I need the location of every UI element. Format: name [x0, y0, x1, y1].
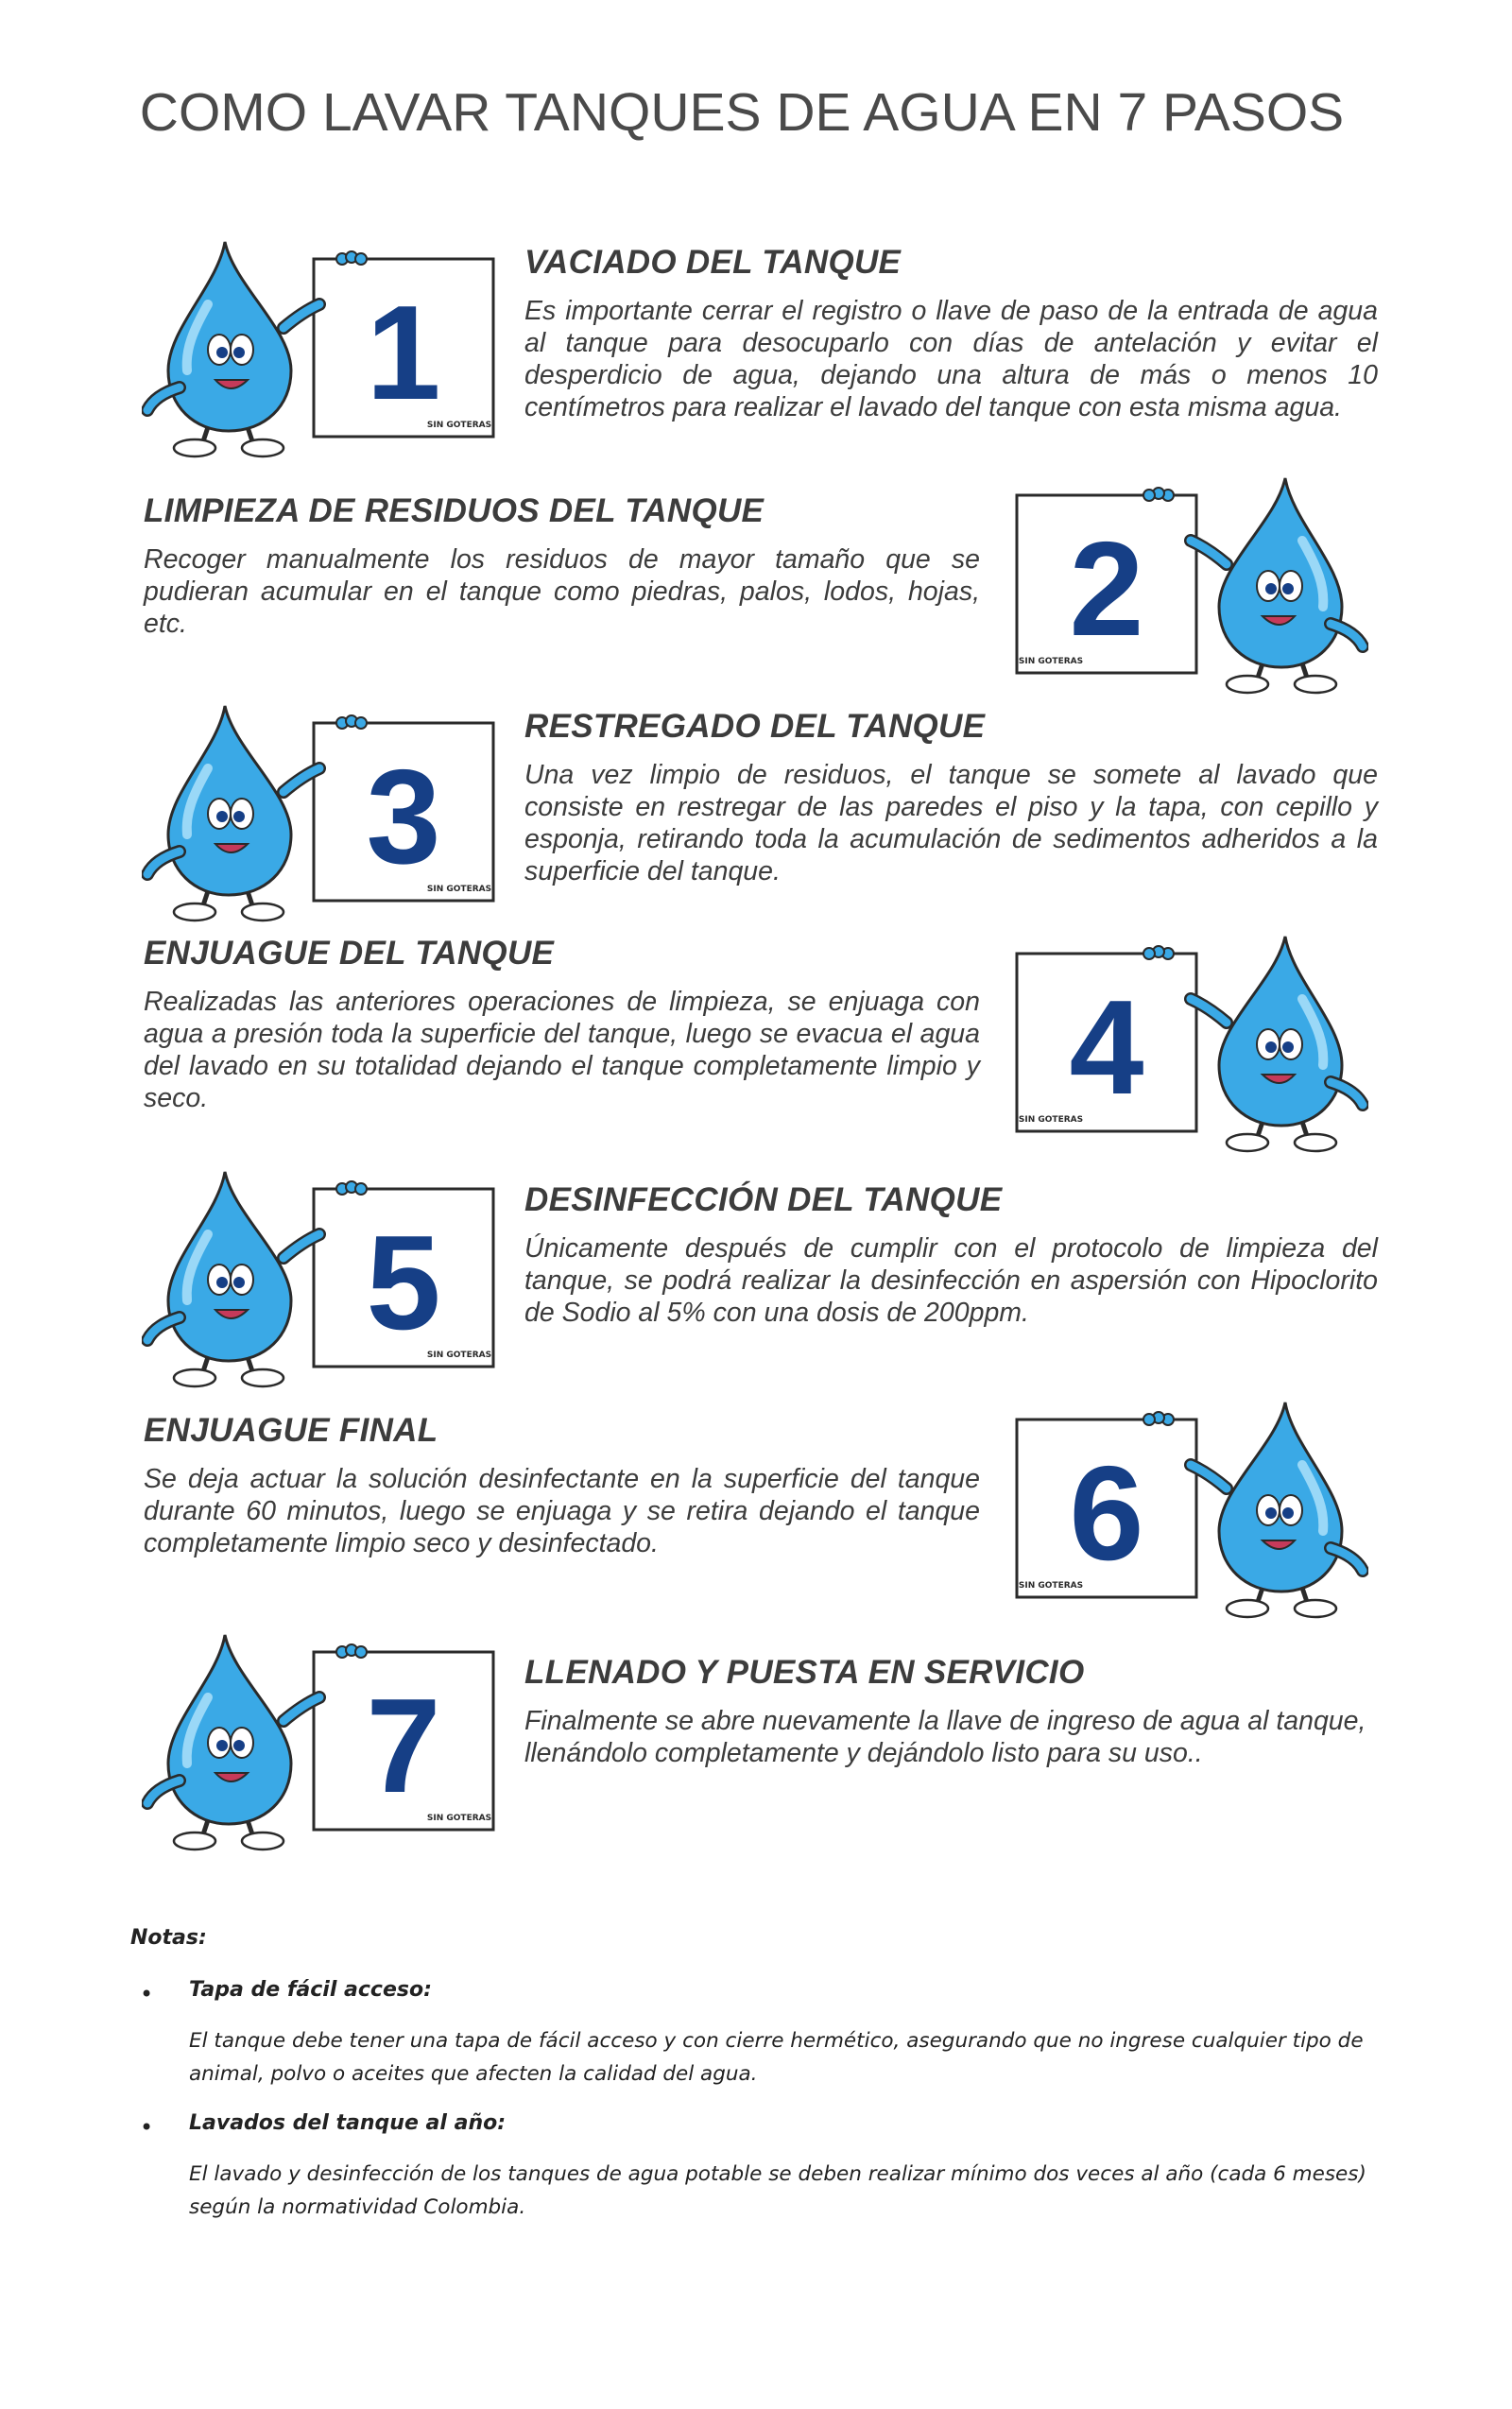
step-title: DESINFECCIÓN DEL TANQUE [524, 1181, 1003, 1218]
note-title: Tapa de fácil acceso: [189, 1978, 432, 2002]
svg-text:2: 2 [1069, 514, 1144, 664]
step-body: Se deja actuar la solución desinfectante en la superficie del tanque durante 60 minutos, luego se enjuaga y se retira dejando el tanque completamente limpio seco y desinfectado. [144, 1464, 980, 1558]
note-title: Lavados del tanque al año: [189, 2111, 507, 2135]
note-text: El tanque debe tener una tapa de fácil acceso y con cierre hermético, asegurando que no ingrese cualquier tipo de animal, polvo o aceites que afecten la calidad del agua. [189, 2029, 1364, 2086]
step-title: VACIADO DEL TANQUE [524, 244, 902, 281]
step-body: Recoger manualmente los residuos de mayor tamaño que se pudieran acumular en el tanque como piedras, palos, lodos, hojas, etc. [144, 544, 980, 639]
note-text: El lavado y desinfección de los tanques de agua potable se deben realizar mínimo dos veces al año (cada 6 meses) según la normatividad Colombia. [189, 2162, 1366, 2219]
numbered-sign-6 [1009, 1399, 1368, 1621]
svg-text:SIN GOTERAS: SIN GOTERAS [426, 421, 492, 430]
step-body: Finalmente se abre nuevamente la llave de ingreso de agua al tanque, llenándolo completamente y dejándolo listo para su uso.. [524, 1706, 1366, 1768]
svg-text:4: 4 [1069, 972, 1144, 1123]
numbered-sign-1 [142, 238, 501, 460]
water-drop-mascot-icon [1009, 1399, 1368, 1621]
step-body: Únicamente después de cumplir con el protocolo de limpieza del tanque, se podrá realizar la desinfección en aspersión con Hipoclorito de Sodio al 5% con una dosis de 200ppm. [524, 1233, 1378, 1328]
svg-text:3: 3 [366, 742, 441, 892]
notes-heading: Notas: [130, 1926, 207, 1950]
svg-text:SIN GOTERAS: SIN GOTERAS [426, 885, 492, 894]
svg-text:SIN GOTERAS: SIN GOTERAS [1018, 657, 1084, 666]
water-drop-mascot-icon [142, 1631, 501, 1853]
step-title: RESTREGADO DEL TANQUE [524, 708, 986, 745]
svg-text:SIN GOTERAS: SIN GOTERAS [426, 1814, 492, 1823]
bullet-icon: • [140, 1981, 154, 2007]
step-body: Una vez limpio de residuos, el tanque se somete al lavado que consiste en restregar de las paredes el piso y la tapa, con cepillo y esponja, retirando toda la acumulación de sedimentos adheridos a la superficie del tanque. [524, 760, 1378, 886]
numbered-sign-4 [1009, 933, 1368, 1155]
water-drop-mascot-icon [1009, 474, 1368, 697]
svg-text:7: 7 [366, 1671, 441, 1821]
svg-text:SIN GOTERAS: SIN GOTERAS [1018, 1115, 1084, 1125]
water-drop-mascot-icon [142, 702, 501, 924]
water-drop-mascot-icon [142, 238, 501, 460]
note-item [130, 2111, 1387, 2224]
page-title: COMO LAVAR TANQUES DE AGUA EN 7 PASOS [139, 82, 1345, 143]
notes-section [130, 1926, 1387, 2245]
step-body: Es importante cerrar el registro o llave de paso de la entrada de agua al tanque para desocuparlo con días de antelación y evitar el desperdicio de agua, dejando una altura de más o menos 10 centímetros para realizar el lavado del tanque con esta misma agua. [524, 296, 1378, 422]
step-title: LLENADO Y PUESTA EN SERVICIO [524, 1654, 1085, 1691]
svg-text:SIN GOTERAS: SIN GOTERAS [1018, 1581, 1084, 1591]
bullet-icon: • [140, 2114, 154, 2141]
svg-text:SIN GOTERAS: SIN GOTERAS [426, 1351, 492, 1360]
numbered-sign-3 [142, 702, 501, 924]
svg-text:6: 6 [1069, 1438, 1144, 1589]
numbered-sign-2 [1009, 474, 1368, 697]
step-title: ENJUAGUE FINAL [144, 1412, 438, 1449]
svg-text:5: 5 [366, 1208, 441, 1358]
water-drop-mascot-icon [142, 1168, 501, 1390]
numbered-sign-5 [142, 1168, 501, 1390]
svg-text:1: 1 [366, 278, 441, 428]
water-drop-mascot-icon [1009, 933, 1368, 1155]
step-body: Realizadas las anteriores operaciones de limpieza, se enjuaga con agua a presión toda la superficie del tanque, luego se evacua el agua del lavado en su totalidad dejando el tanque completamente limpio y seco. [144, 987, 980, 1113]
step-title: ENJUAGUE DEL TANQUE [144, 935, 555, 972]
step-title: LIMPIEZA DE RESIDUOS DEL TANQUE [144, 492, 765, 529]
numbered-sign-7 [142, 1631, 501, 1853]
note-item [130, 1978, 1387, 2091]
